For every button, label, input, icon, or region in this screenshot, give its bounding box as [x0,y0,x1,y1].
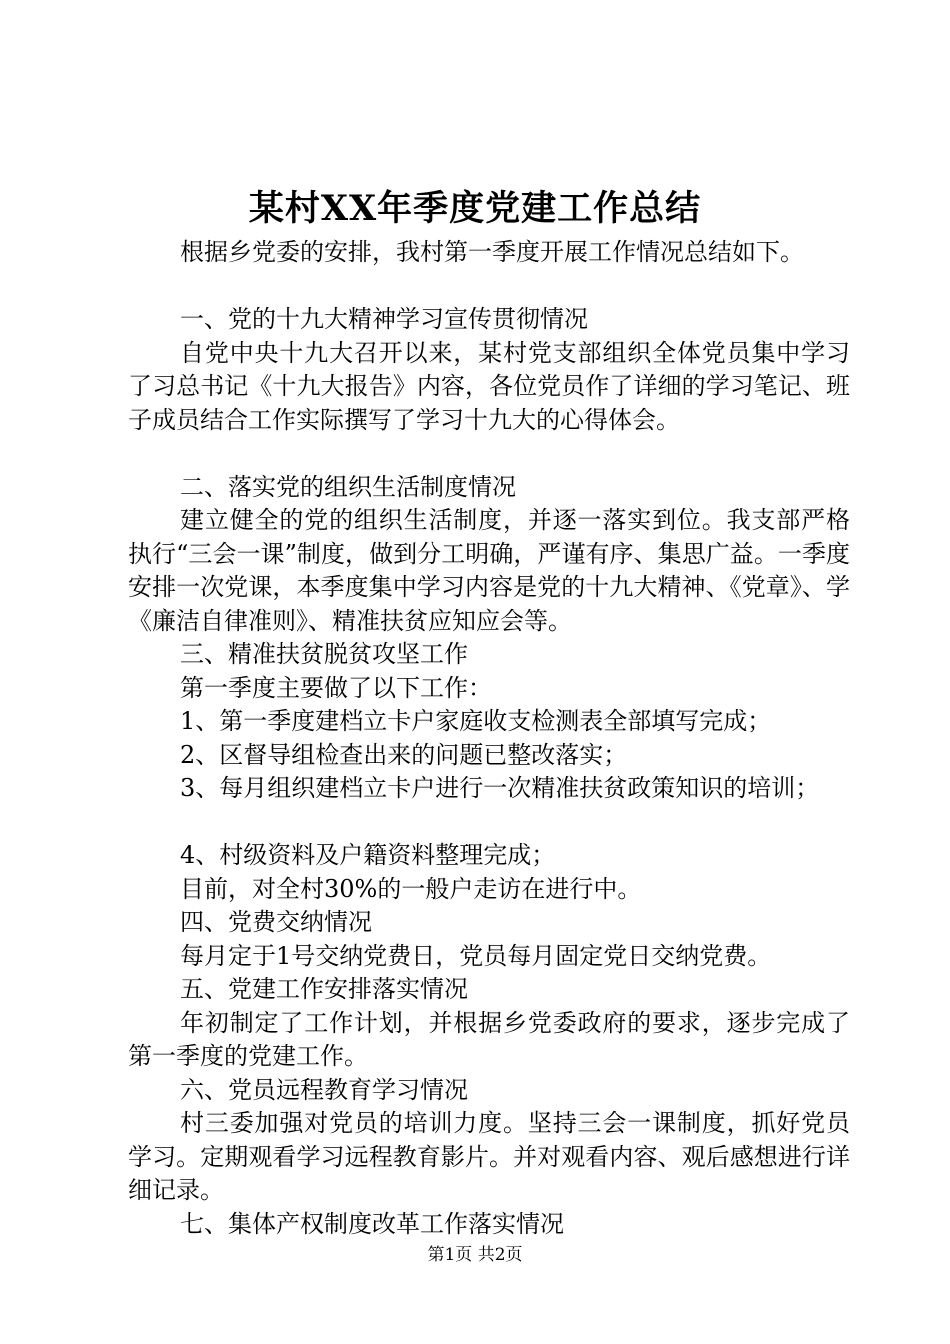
section-1-heading: 一、党的十九大精神学习宣传贯彻情况 [180,305,588,333]
section-3-lead: 第一季度主要做了以下工作： [180,673,492,702]
section-3-item: 2、区督导组检查出来的问题已整改落实； [180,740,628,769]
section-3-heading: 三、精准扶贫脱贫攻坚工作 [180,640,468,668]
section-3-item: 4、村级资料及户籍资料整理完成； [180,841,556,869]
intro-paragraph: 根据乡党委的安排，我村第一季度开展工作情况总结如下。 [180,238,804,266]
section-3-status: 目前，对全村30%的一般户走访在进行中。 [180,874,642,903]
section-4-heading: 四、党费交纳情况 [180,908,372,936]
document-body [128,236,850,1241]
section-3-item: 3、每月组织建档立卡户进行一次精准扶贫政策知识的培训； [180,774,820,802]
section-6-heading: 六、党员远程教育学习情况 [180,1075,468,1104]
section-6-body: 村三委加强对党员的培训力度。坚持三会一课制度，抓好党员学习。定期观看学习远程教育影片。并对观看内容、观后感想进行详细记录。 [128,1109,850,1204]
section-1-body: 自党中央十九大召开以来，某村党支部组织全体党员集中学习了习总书记《十九大报告》内容，各位党员作了详细的学习笔记、班子成员结合工作实际撰写了学习十九大的心得体会。 [128,338,850,434]
paragraph-gap [128,270,850,304]
paragraph-gap [128,437,850,471]
section-3-item: 1、第一季度建档立卡户家庭收支检测表全部填写完成； [180,707,772,735]
section-5-heading: 五、党建工作安排落实情况 [180,975,468,1003]
paragraph-gap [128,806,850,840]
section-2-heading: 二、落实党的组织生活制度情况 [180,472,516,501]
section-7-heading: 七、集体产权制度改革工作落实情况 [180,1209,564,1238]
section-4-body: 每月定于1号交纳党费日，党员每月固定党日交纳党费。 [180,941,772,970]
document-title: 某村XX年季度党建工作总结 [248,188,702,229]
page-footer: 第1页 共2页 [427,1245,523,1265]
section-2-body: 建立健全的党的组织生活制度，并逐一落实到位。我支部严格执行“三会一课”制度，做到分工明确，严谨有序、集思广益。一季度安排一次党课，本季度集中学习内容是党的十九大精神、《党章》、学《廉洁自律准则》、精准扶贫应知应会等。 [128,506,850,635]
section-5-body: 年初制定了工作计划，并根据乡党委政府的要求，逐步完成了第一季度的党建工作。 [128,1008,850,1070]
